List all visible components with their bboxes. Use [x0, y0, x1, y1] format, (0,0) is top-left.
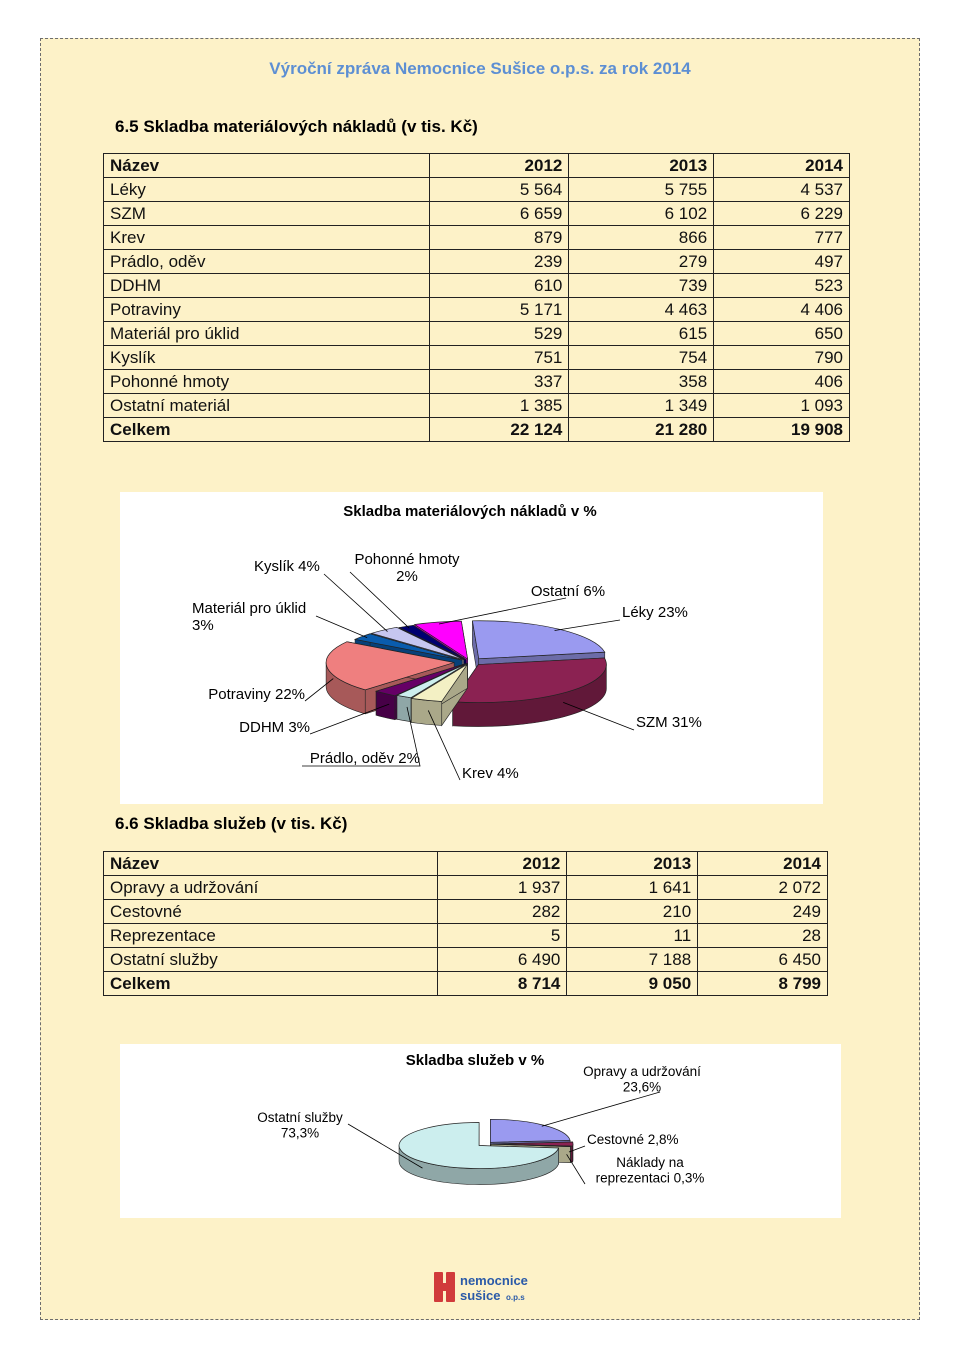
column-header: Název — [104, 852, 438, 876]
table-row — [104, 900, 828, 924]
pie-slice — [490, 1119, 570, 1142]
table-header-row — [104, 154, 850, 178]
pie-slice-wall — [397, 695, 411, 721]
table-row — [104, 202, 850, 226]
cell-value: 2 072 — [698, 876, 828, 900]
pie-leader-line — [316, 616, 367, 638]
total-value: 8 799 — [698, 972, 828, 996]
cell-value: 4 463 — [569, 298, 714, 322]
pie-slice-label: Ostatní 6% — [530, 583, 606, 600]
pie-slice-label: Potraviny 22% — [208, 686, 305, 703]
table-total-row — [104, 418, 850, 442]
pie-slice-label: Materiál pro úklid 3% — [192, 600, 307, 634]
cell-value: 5 564 — [429, 178, 569, 202]
pie-slice-label: Léky 23% — [622, 604, 688, 621]
logo-text-line1: nemocnice — [460, 1273, 528, 1288]
cell-value: 1 385 — [429, 394, 569, 418]
total-label: Celkem — [104, 972, 438, 996]
cell-value: 358 — [569, 370, 714, 394]
section-heading-materials: 6.5 Skladba materiálových nákladů (v tis. Kč) — [115, 117, 478, 136]
hospital-logo — [434, 1270, 534, 1306]
table-row — [104, 924, 828, 948]
table-row — [104, 178, 850, 202]
total-label: Celkem — [104, 418, 430, 442]
row-label: Potraviny — [104, 298, 430, 322]
pie-slices — [399, 1119, 573, 1184]
column-header: 2012 — [429, 154, 569, 178]
chart-title: Skladba služeb v % — [405, 1052, 545, 1069]
cell-value: 754 — [569, 346, 714, 370]
pie-leader-line — [324, 574, 388, 632]
cell-value: 406 — [714, 370, 850, 394]
cell-value: 6 490 — [437, 948, 567, 972]
total-value: 8 714 — [437, 972, 567, 996]
total-value: 21 280 — [569, 418, 714, 442]
pie-leader-line — [439, 598, 566, 624]
table-row — [104, 274, 850, 298]
cell-value: 6 450 — [698, 948, 828, 972]
cell-value: 1 349 — [569, 394, 714, 418]
row-label: SZM — [104, 202, 430, 226]
pie-leader-line — [542, 1092, 660, 1126]
column-header: 2014 — [714, 154, 850, 178]
cell-value: 4 406 — [714, 298, 850, 322]
cell-value: 739 — [569, 274, 714, 298]
pie-slice-label: Kyslík 4% — [254, 558, 320, 575]
services-cost-table — [103, 851, 828, 996]
materials-pie-svg — [120, 492, 823, 804]
table-row — [104, 322, 850, 346]
total-value: 19 908 — [714, 418, 850, 442]
row-label: Ostatní služby — [104, 948, 438, 972]
row-label: Opravy a udržování — [104, 876, 438, 900]
cell-value: 610 — [429, 274, 569, 298]
services-pie-svg — [120, 1044, 841, 1218]
cell-value: 777 — [714, 226, 850, 250]
cell-value: 5 — [437, 924, 567, 948]
row-label: Prádlo, oděv — [104, 250, 430, 274]
row-label: DDHM — [104, 274, 430, 298]
table-row — [104, 298, 850, 322]
row-label: Kyslík — [104, 346, 430, 370]
row-label: Krev — [104, 226, 430, 250]
pie-slice-label: Ostatní služby 73,3% — [257, 1110, 343, 1141]
row-label: Pohonné hmoty — [104, 370, 430, 394]
hospital-cross-icon — [434, 1272, 455, 1302]
row-label: Reprezentace — [104, 924, 438, 948]
column-header: 2014 — [698, 852, 828, 876]
table-row — [104, 370, 850, 394]
cell-value: 6 229 — [714, 202, 850, 226]
cell-value: 6 102 — [569, 202, 714, 226]
table-row — [104, 394, 850, 418]
table-total-row — [104, 972, 828, 996]
pie-slice-label: Krev 4% — [462, 765, 519, 782]
logo-text-line2: sušice — [460, 1288, 501, 1303]
cell-value: 6 659 — [429, 202, 569, 226]
row-label: Cestovné — [104, 900, 438, 924]
table-row — [104, 948, 828, 972]
total-value: 9 050 — [567, 972, 698, 996]
cell-value: 497 — [714, 250, 850, 274]
cell-value: 249 — [698, 900, 828, 924]
table-row — [104, 250, 850, 274]
cell-value: 239 — [429, 250, 569, 274]
cell-value: 4 537 — [714, 178, 850, 202]
pie-slice-label: Cestovné 2,8% — [587, 1132, 679, 1147]
column-header: Název — [104, 154, 430, 178]
cell-value: 282 — [437, 900, 567, 924]
pie-slice-label: Prádlo, oděv 2% — [309, 750, 420, 767]
row-label: Materiál pro úklid — [104, 322, 430, 346]
row-label: Léky — [104, 178, 430, 202]
cell-value: 5 171 — [429, 298, 569, 322]
pie-leader-line — [567, 1154, 585, 1184]
logo-svg — [434, 1270, 534, 1306]
table-header-row — [104, 852, 828, 876]
cell-value: 28 — [698, 924, 828, 948]
services-pie-chart — [120, 1044, 841, 1218]
pie-leader-line — [563, 702, 634, 730]
cell-value: 11 — [567, 924, 698, 948]
column-header: 2012 — [437, 852, 567, 876]
column-header: 2013 — [569, 154, 714, 178]
pie-slice-label: Opravy a udržování 23,6% — [583, 1064, 701, 1095]
cell-value: 879 — [429, 226, 569, 250]
cell-value: 751 — [429, 346, 569, 370]
row-label: Ostatní materiál — [104, 394, 430, 418]
pie-slice-wall — [411, 698, 441, 725]
cell-value: 1 093 — [714, 394, 850, 418]
table-row — [104, 876, 828, 900]
logo-text-line3: o.p.s — [506, 1293, 525, 1302]
cell-value: 279 — [569, 250, 714, 274]
cell-value: 1 937 — [437, 876, 567, 900]
materials-pie-chart — [120, 492, 823, 804]
pie-slice — [472, 621, 604, 659]
materials-cost-table — [103, 153, 850, 442]
cell-value: 337 — [429, 370, 569, 394]
cell-value: 5 755 — [569, 178, 714, 202]
cell-value: 866 — [569, 226, 714, 250]
pie-slices — [326, 621, 606, 727]
cell-value: 210 — [567, 900, 698, 924]
cell-value: 523 — [714, 274, 850, 298]
total-value: 22 124 — [429, 418, 569, 442]
pie-slice-label: Náklady na reprezentaci 0,3% — [595, 1155, 705, 1186]
cell-value: 650 — [714, 322, 850, 346]
cell-value: 615 — [569, 322, 714, 346]
chart-title: Skladba materiálových nákladů v % — [343, 503, 597, 520]
report-header-title: Výroční zpráva Nemocnice Sušice o.p.s. za rok 2014 — [269, 59, 691, 78]
cell-value: 529 — [429, 322, 569, 346]
pie-leader-line — [555, 620, 620, 631]
table-row — [104, 346, 850, 370]
pie-slice-label: SZM 31% — [636, 714, 702, 731]
table-row — [104, 226, 850, 250]
section-heading-services: 6.6 Skladba služeb (v tis. Kč) — [115, 814, 348, 833]
pie-slice-label: DDHM 3% — [239, 719, 310, 736]
cell-value: 790 — [714, 346, 850, 370]
pie-slice-label: Pohonné hmoty 2% — [354, 551, 460, 585]
cell-value: 7 188 — [567, 948, 698, 972]
cell-value: 1 641 — [567, 876, 698, 900]
column-header: 2013 — [567, 852, 698, 876]
